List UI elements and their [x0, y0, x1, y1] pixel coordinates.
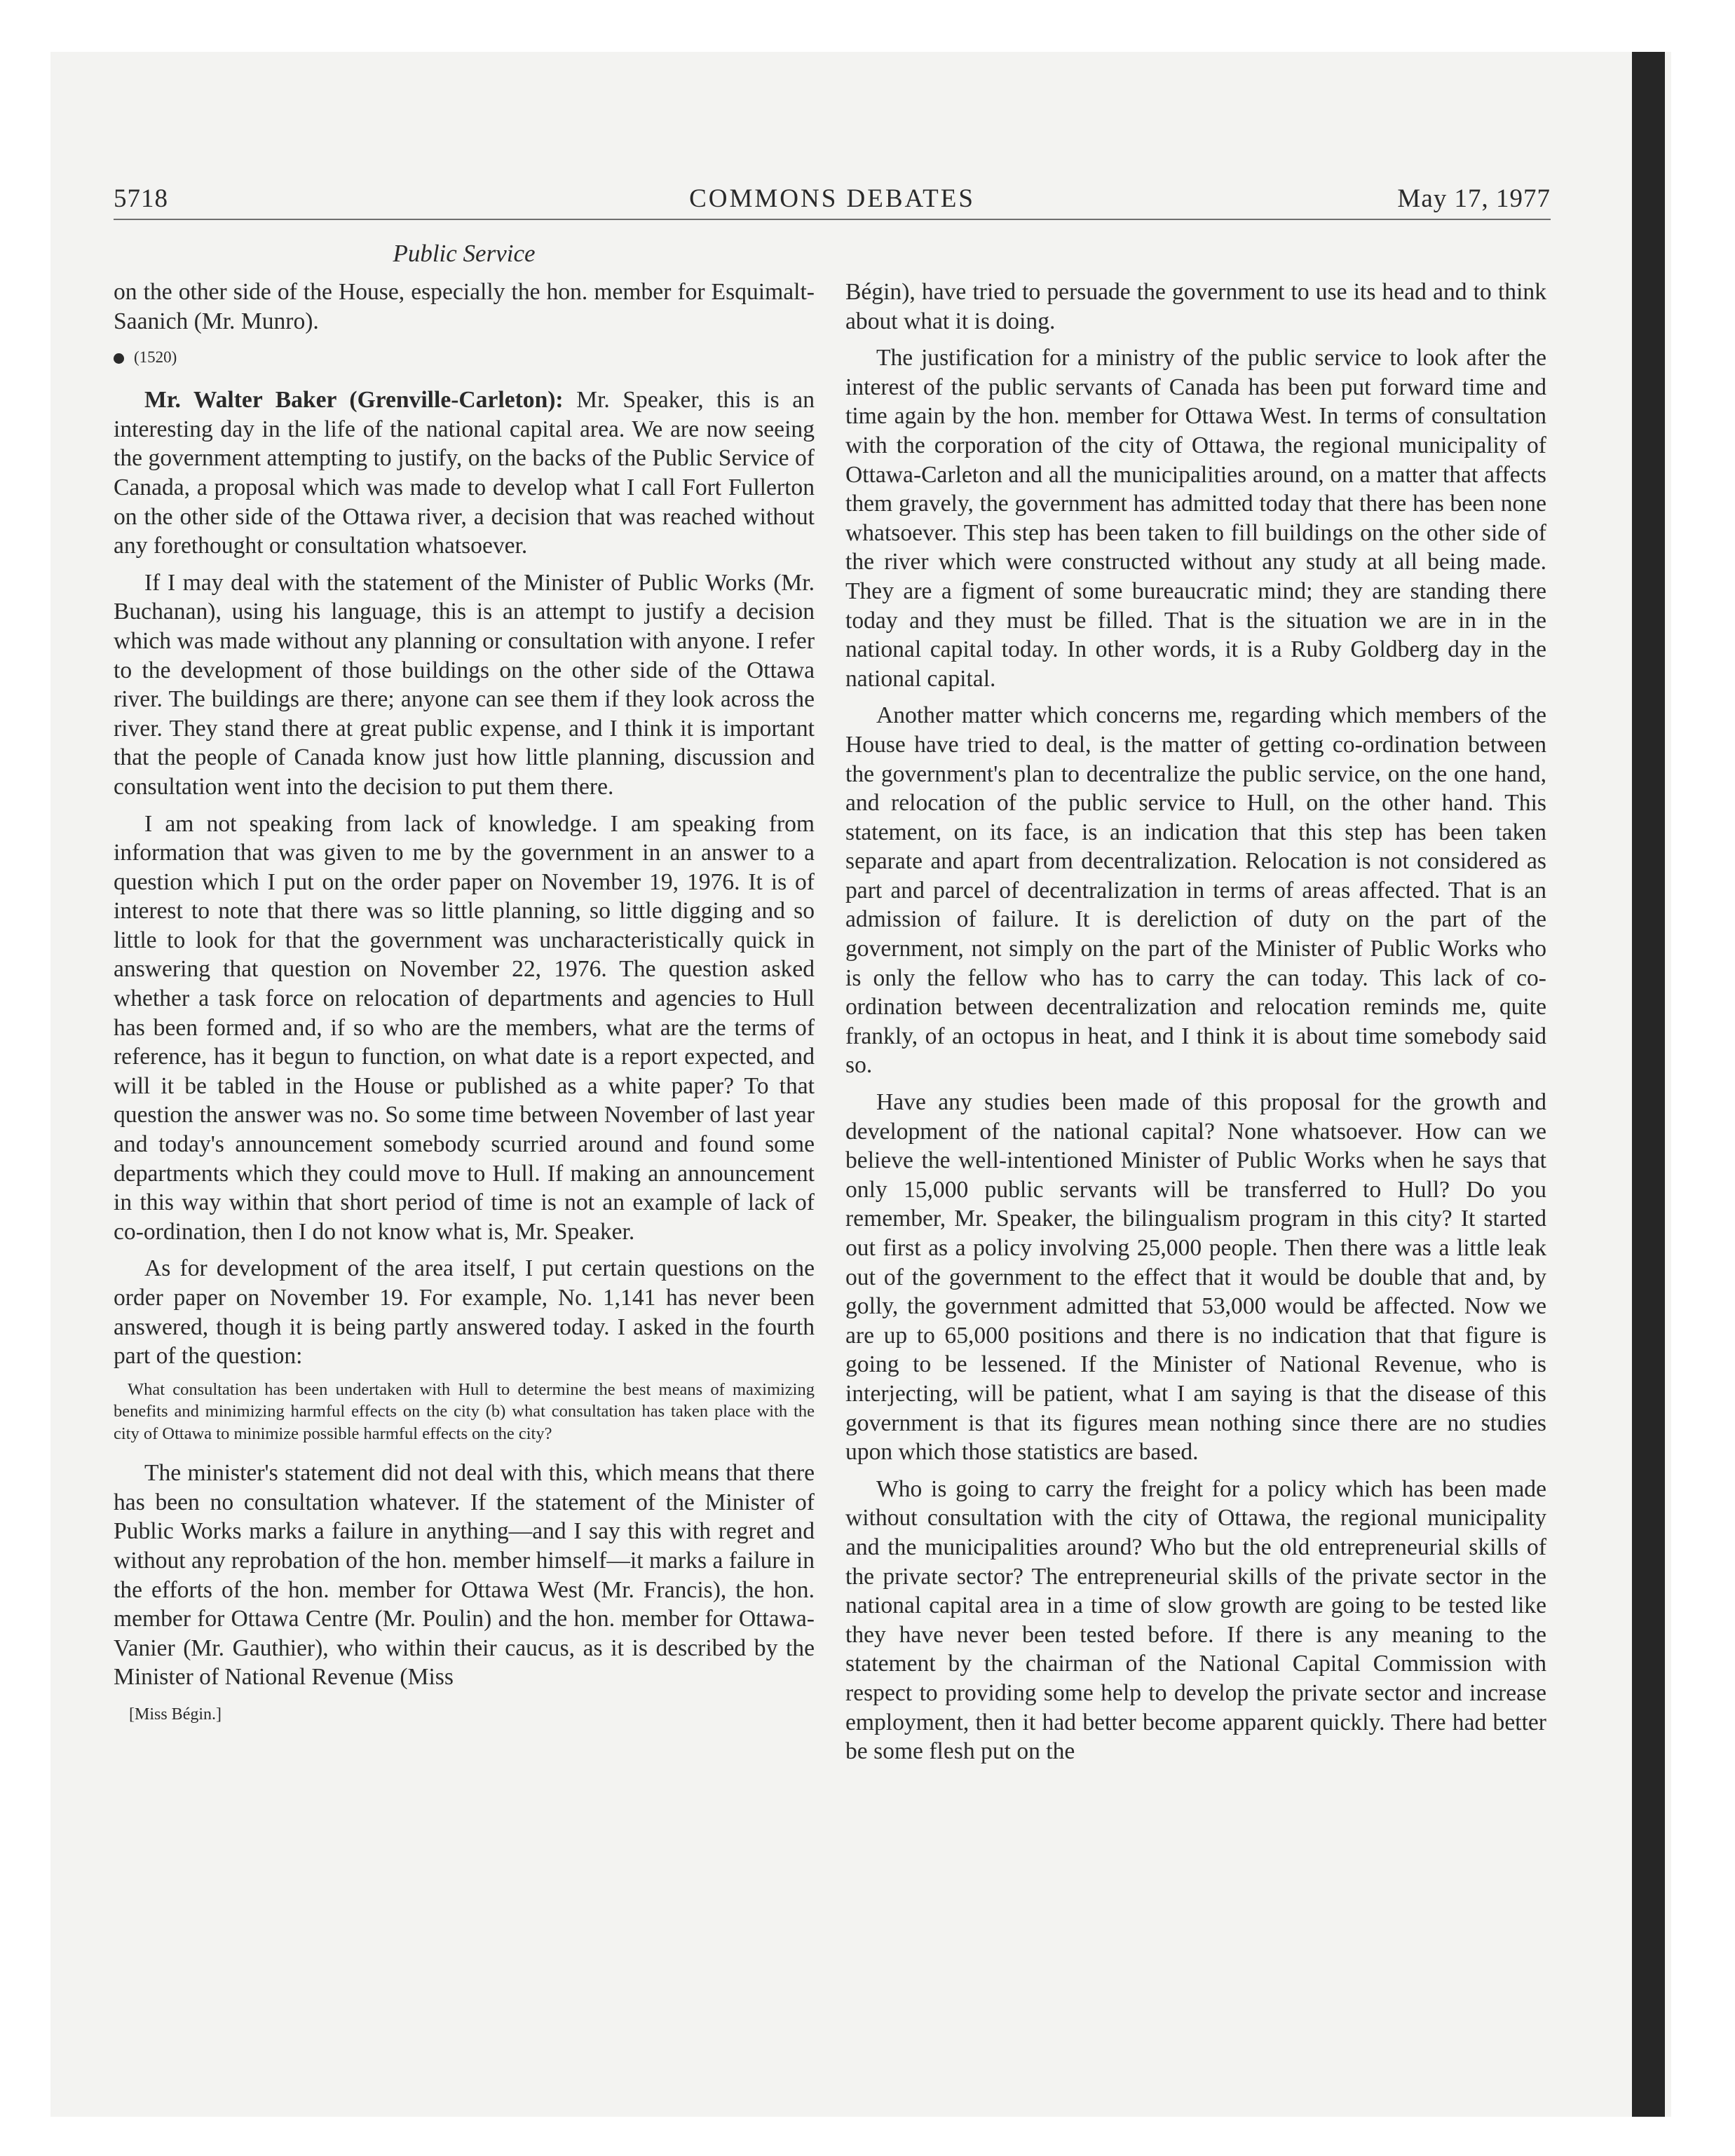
paragraph: As for development of the area itself, I put certain questions on the order paper on November 19. For example, No. 1,141 has never been answered, though it is being partly answered today. I asked in the fourth part of the question:: [114, 1255, 815, 1370]
paragraph: on the other side of the House, especially the hon. member for Esquimalt-Saanich (Mr. Munro).: [114, 279, 815, 334]
block-quote: What consultation has been undertaken with Hull to determine the best means of maximizing benefits and minimizing harmful effects on the city (b) what consultation has taken place with the city of Ottawa to minimize possible harmful effects on the city?: [114, 1379, 815, 1443]
left-column: [114, 278, 815, 1727]
right-column: [845, 278, 1546, 1774]
issue-date: May 17, 1977: [1397, 184, 1551, 213]
bullet-icon: [114, 353, 124, 364]
time-marker: [114, 343, 815, 371]
paragraph-text: Mr. Speaker, this is an interesting day in the life of the national capital area. We are now seeing the government attempting to justify, on the backs of the Public Service of Canada, a proposal which was made to develop what I call Fort Fullerton on the other side of the Ottawa river, a decision that was reached without any forethought or consultation whatsoever.: [114, 387, 815, 559]
paragraph: The minister's statement did not deal with this, which means that there has been no consultation whatever. If the statement of the Minister of Public Works marks a failure in anything—and I say this with regret and without any reprobation of the hon. member himself—it marks a failure in the efforts of the hon. member for Ottawa West (Mr. Francis), the hon. member for Ottawa Centre (Mr. Poulin) and the hon. member for Ottawa-Vanier (Mr. Gauthier), who within their caucus, as it is described by the Minister of National Revenue (Miss: [114, 1460, 815, 1691]
speaker-name: Mr. Walter Baker (Grenville-Carleton):: [144, 387, 564, 414]
page-header: [114, 184, 1551, 219]
paragraph: Have any studies been made of this proposal for the growth and development of the national capital? None whatsoever. How can we believe the well-intentioned Minister of Public Works when he says that only 15,000 public servants will be transferred to Hull? Do you remember, Mr. Speaker, the bilingualism program in this city? It started out first as a policy involving 25,000 people. Then there was a little leak out of the government to the effect that it would be double that and, by golly, the government admitted that 53,000 would be affected. Now we are up to 65,000 positions and there is no indication that that figure is going to be lessened. If the Minister of National Revenue, who is interjecting, will be patient, what I am saying is that the disease of this government is that its figures mean nothing since there are no studies upon which those statistics are based.: [845, 1089, 1546, 1466]
time-marker-label: (1520): [134, 348, 177, 367]
paragraph: Bégin), have tried to persuade the government to use its head and to think about what it is doing.: [845, 279, 1546, 334]
paragraph: [114, 386, 815, 561]
page-number: 5718: [114, 184, 168, 213]
paragraph: I am not speaking from lack of knowledge. I am speaking from information that was given to me by the government in an answer to a question which I put on the order paper on November 19, 1976. It is of interest to note that there was so little planning, so little digging and so little to look for that the government was uncharacteristically quick in answering that question on November 22, 1976. The question asked whether a task force on relocation of departments and agencies to Hull has been formed and, if so who are the members, what are the terms of reference, has it begun to function, on what date is a report expected, and will it be tabled in the House or published as a white paper? To that question the answer was no. So some time between November of last year and today's announcement somebody scurried around and found some departments which they could move to Hull. If making an announcement in this way within that short period of time is not an example of lack of co-ordination, then I do not know what is, Mr. Speaker.: [114, 810, 815, 1245]
section-title: Public Service: [393, 240, 536, 267]
paragraph: The justification for a ministry of the public service to look after the interest of the public servants of Canada has been put forward time and time again by the hon. member for Ottawa West. In terms of consultation with the corporation of the city of Ottawa, the regional municipality of Ottawa-Carleton and all the municipalities around, on a matter that affects them gravely, the government has admitted today that there has been none whatsoever. This step has been taken to fill buildings on the other side of the river which were constructed without any study at all being made. They are a figment of some bureaucratic mind; they are standing there today and they must be filled. That is the situation we are in in the national capital today. In other words, it is a Ruby Goldberg day in the national capital.: [845, 345, 1546, 692]
paragraph: Another matter which concerns me, regarding which members of the House have tried to deal, is the matter of getting co-ordination between the government's plan to decentralize the public service, on the one hand, and relocation of the public service to Hull, on the other hand. This statement, on its face, is an indication that this step has been taken separate and apart from decentralization. Relocation is not considered as part and parcel of decentralization in terms of areas affected. That is an admission of failure. It is dereliction of duty on the part of the government, not simply on the part of the Minister of Public Works who is only the fellow who has to carry the can today. This lack of co-ordination between decentralization and relocation reminds me, quite frankly, of an octopus in heat, and I think it is about time somebody said so.: [845, 702, 1546, 1079]
journal-title: COMMONS DEBATES: [689, 184, 975, 213]
header-rule: [114, 219, 1551, 220]
paragraph: If I may deal with the statement of the Minister of Public Works (Mr. Buchanan), using his language, this is an attempt to justify a decision which was made without any planning or consultation with anyone. I refer to the development of those buildings on the other side of the Ottawa river. The buildings are there; anyone can see them if they look across the river. They stand there at great public expense, and I think it is important that the people of Canada know just how little planning, discussion and consultation went into the decision to put them there.: [114, 569, 815, 800]
speaker-footnote: [Miss Bégin.]: [129, 1705, 222, 1724]
scan-edge-bar: [1632, 52, 1665, 2117]
paragraph: Who is going to carry the freight for a policy which has been made without consultation with the city of Ottawa, the regional municipality and the municipalities around? Who but the old entrepreneurial skills of the private sector? The entrepreneurial skills of the private sector in the national capital area in a time of slow growth are going to be tested like they have never been tested before. If there is any meaning to the statement by the chairman of the National Capital Commission with respect to providing some help to develop the private sector and increase employment, then it had better become apparent quickly. There had better be some flesh put on the: [845, 1475, 1546, 1765]
